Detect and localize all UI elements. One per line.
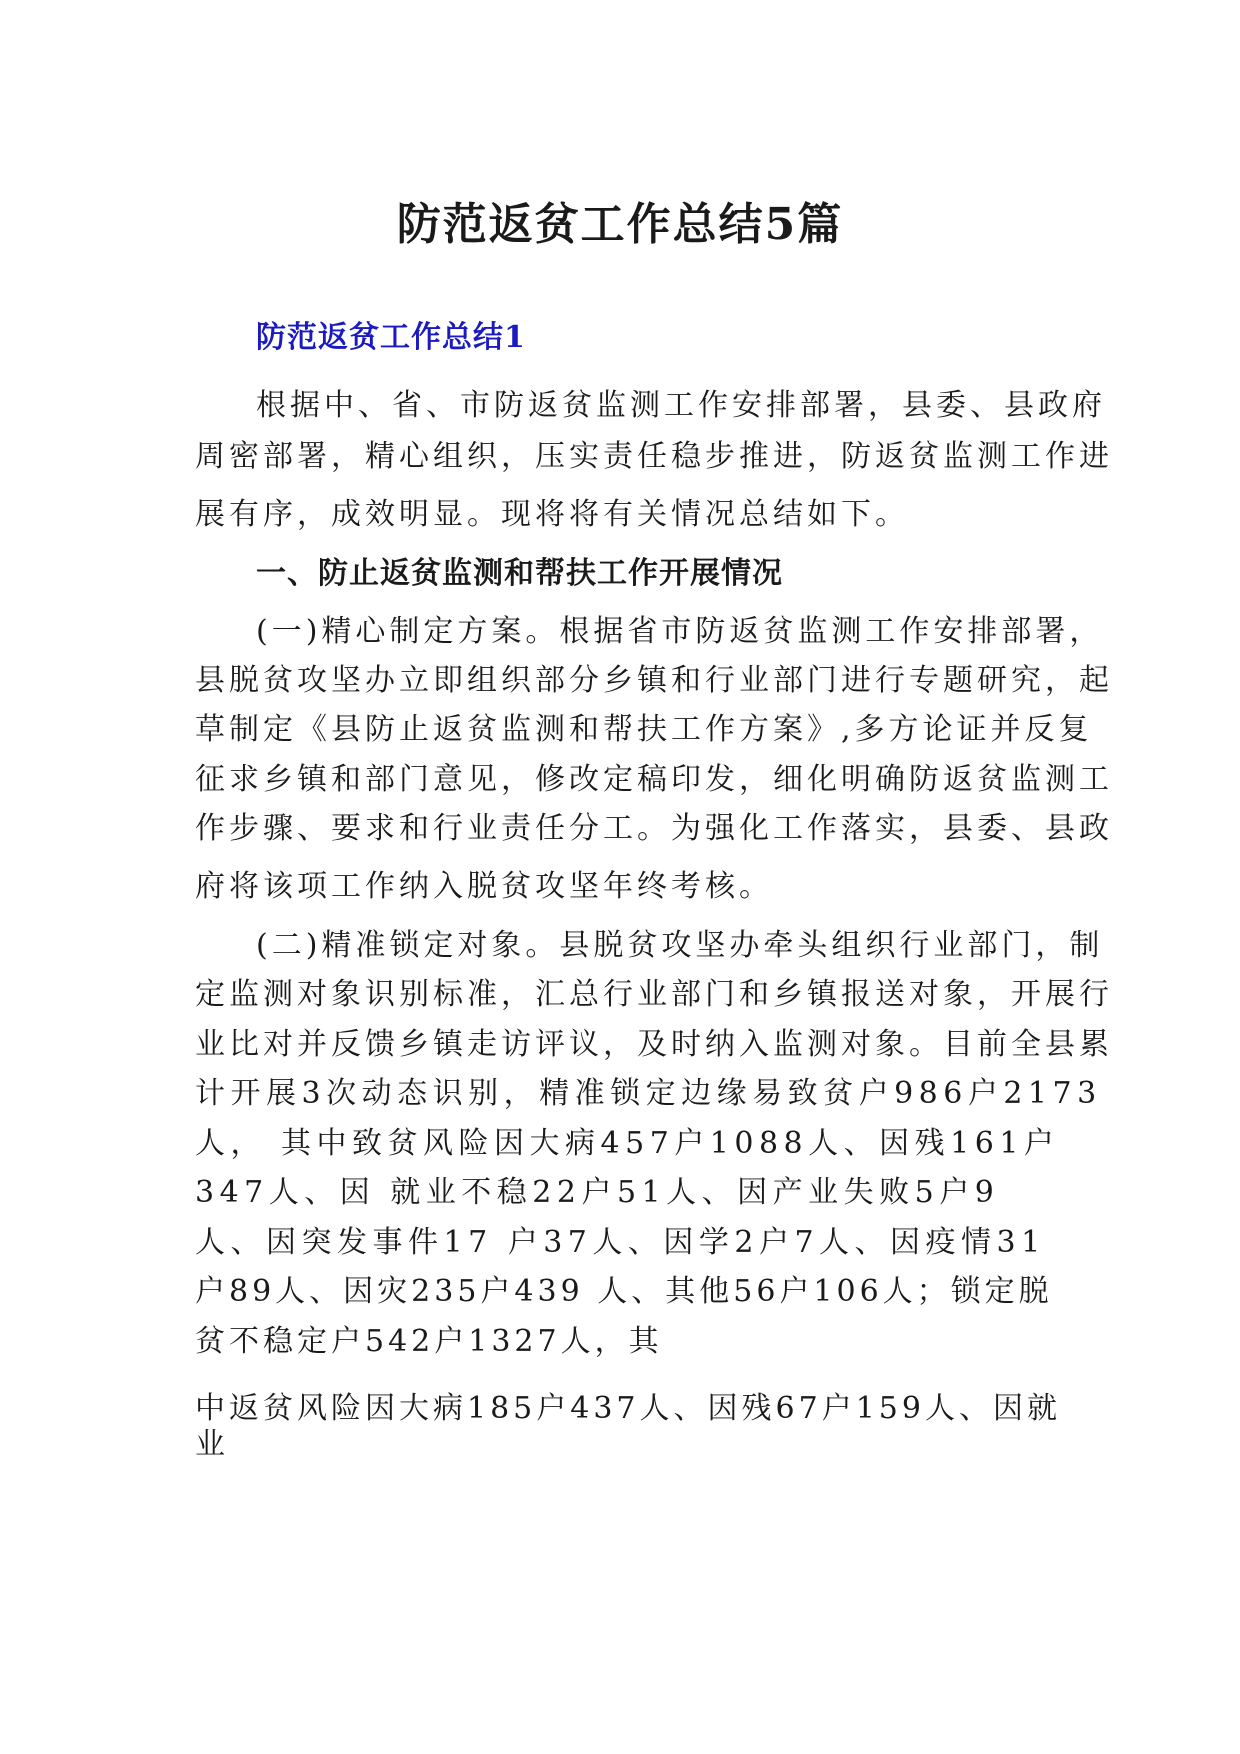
paragraph-line: 周密部署，精心组织，压实责任稳步推进，防返贫监测工作进 bbox=[195, 439, 1113, 474]
paragraph-line: 人、因突发事件17 户37人、因学2户7人、因疫情31 bbox=[195, 1225, 1046, 1260]
paragraph-line: 府将该项工作纳入脱贫攻坚年终考核。 bbox=[195, 869, 773, 904]
paragraph-line: 贫不稳定户542户1327人，其 bbox=[195, 1324, 663, 1359]
paragraph-line: 作步骤、要求和行业责任分工。为强化工作落实，县委、县政 bbox=[195, 811, 1113, 846]
paragraph-line: (一)精心制定方案。根据省市防返贫监测工作安排部署， bbox=[256, 614, 1104, 649]
paragraph-line: (二)精准锁定对象。县脱贫攻坚办牵头组织行业部门，制 bbox=[256, 928, 1104, 963]
section-title: 防范返贫工作总结1 bbox=[256, 320, 526, 355]
paragraph-line: 草制定《县防止返贫监测和帮扶工作方案》,多方论证并反复 bbox=[195, 712, 1093, 747]
paragraph-line: 户89人、因灾235户439 人、其他56户106人；锁定脱 bbox=[195, 1274, 1053, 1309]
paragraph-line: 展有序，成效明显。现将将有关情况总结如下。 bbox=[195, 497, 909, 532]
paragraph-line: 根据中、省、市防返贫监测工作安排部署，县委、县政府 bbox=[256, 388, 1106, 423]
paragraph-line: 中返贫风险因大病185户437人、因残67户159人、因就 bbox=[195, 1391, 1061, 1426]
paragraph-line: 347人、因 就业不稳22户51人、因产业失败5户9 bbox=[195, 1175, 1000, 1210]
paragraph-line: 业 bbox=[195, 1427, 229, 1462]
paragraph-line: 征求乡镇和部门意见，修改定稿印发，细化明确防返贫监测工 bbox=[195, 762, 1113, 797]
paragraph-line: 计开展3次动态识别，精准锁定边缘易致贫户986户2173 bbox=[195, 1076, 1102, 1111]
document-title: 防范返贫工作总结5篇 bbox=[396, 199, 844, 250]
paragraph-line: 人， 其中致贫风险因大病457户1088人、因残161户 bbox=[195, 1126, 1060, 1161]
paragraph-line: 定监测对象识别标准，汇总行业部门和乡镇报送对象，开展行 bbox=[195, 977, 1113, 1012]
paragraph-line: 业比对并反馈乡镇走访评议，及时纳入监测对象。目前全县累 bbox=[195, 1027, 1113, 1062]
subsection-heading: 一、防止返贫监测和帮扶工作开展情况 bbox=[256, 556, 783, 591]
paragraph-line: 县脱贫攻坚办立即组织部分乡镇和行业部门进行专题研究，起 bbox=[195, 663, 1113, 698]
